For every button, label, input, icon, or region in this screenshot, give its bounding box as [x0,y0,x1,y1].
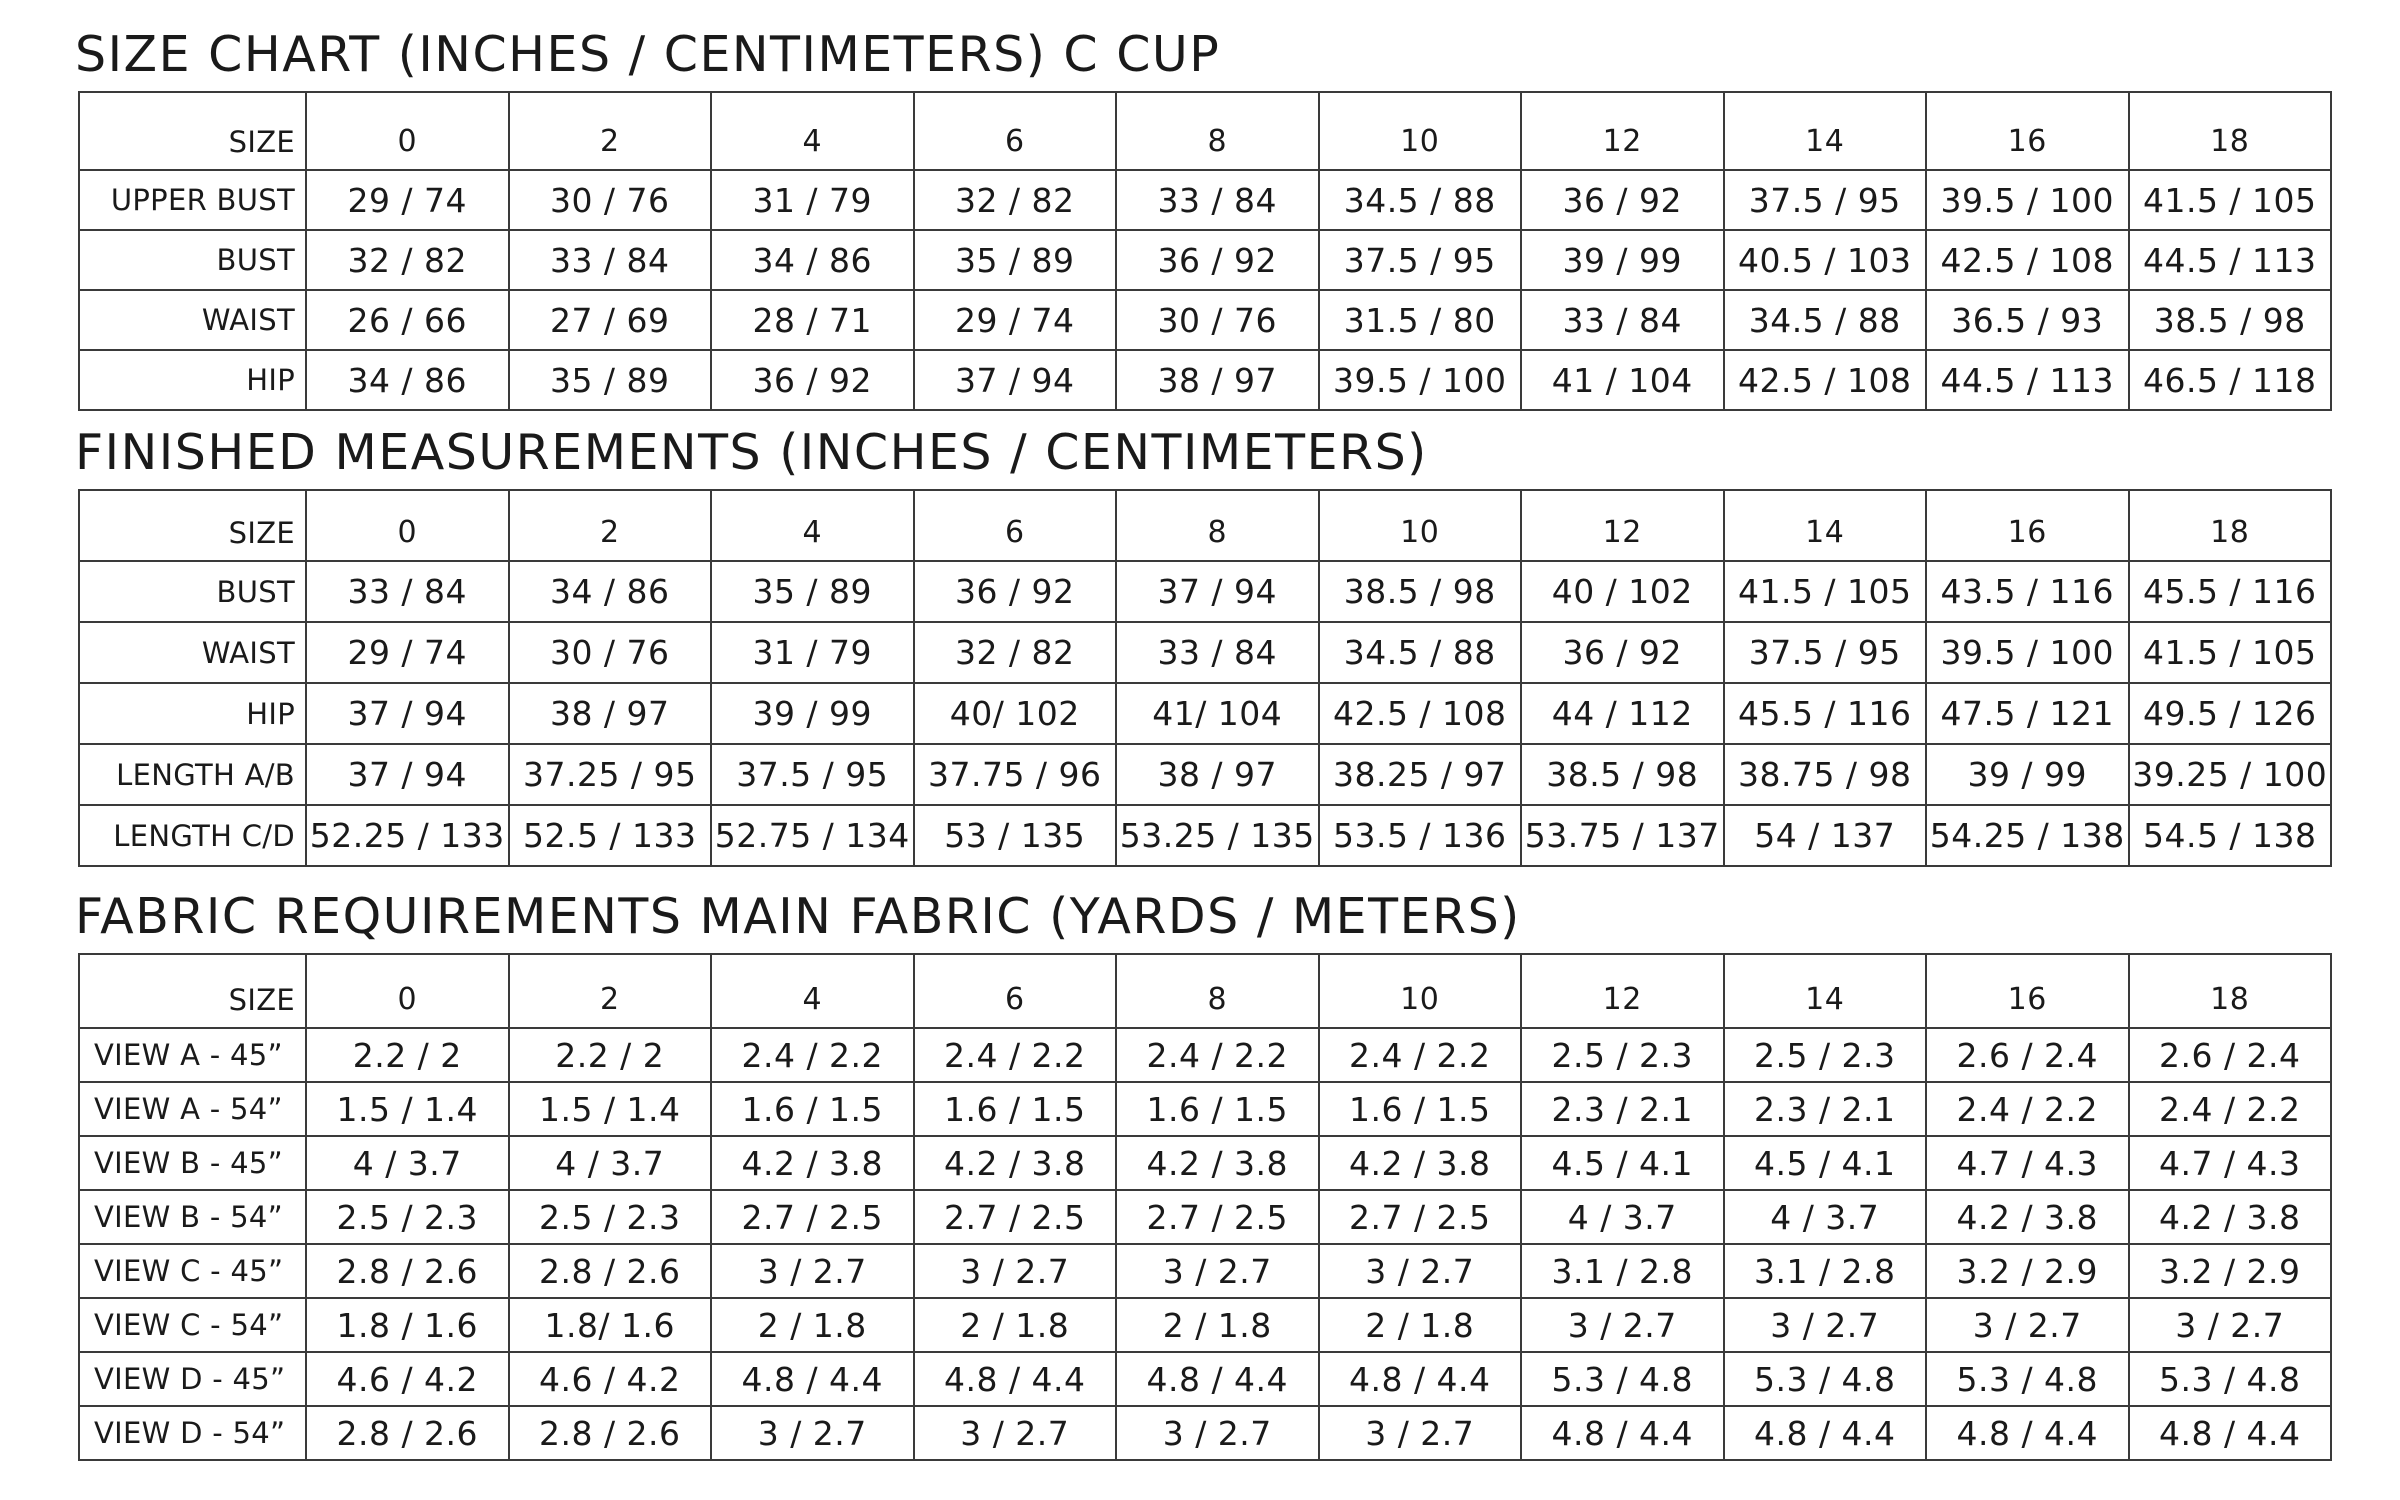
table-cell: 42.5 / 108 [1926,230,2129,290]
table-cell: 4.2 / 3.8 [914,1136,1117,1190]
size-header-cell: 14 [1724,92,1927,170]
row-label: UPPER BUST [79,170,306,230]
table-cell: 29 / 74 [306,622,509,683]
table-cell: 2.4 / 2.2 [914,1028,1117,1082]
row-label: VIEW D - 54” [79,1406,306,1460]
table-cell: 36 / 92 [711,350,914,410]
size-label: SIZE [79,92,306,170]
table-row [79,1352,2331,1406]
table-cell: 4.6 / 4.2 [509,1352,712,1406]
size-header-cell: 0 [306,954,509,1028]
row-label: HIP [79,683,306,744]
table-cell: 36 / 92 [914,561,1117,622]
table-cell: 3.1 / 2.8 [1521,1244,1724,1298]
size-header-cell: 2 [509,92,712,170]
table-cell: 2.3 / 2.1 [1521,1082,1724,1136]
size-header-cell: 10 [1319,954,1522,1028]
table-cell: 3 / 2.7 [914,1244,1117,1298]
table-cell: 39.5 / 100 [1926,170,2129,230]
size-header-cell: 2 [509,490,712,561]
table-cell: 2 / 1.8 [914,1298,1117,1352]
size-header-cell: 14 [1724,954,1927,1028]
table-cell: 2.8 / 2.6 [306,1244,509,1298]
size-header-cell: 14 [1724,490,1927,561]
row-label: LENGTH C/D [79,805,306,866]
size-header-cell: 18 [2129,92,2332,170]
table-cell: 38 / 97 [509,683,712,744]
size-header-cell: 16 [1926,92,2129,170]
table-cell: 40 / 102 [1521,561,1724,622]
table-row [79,290,2331,350]
table-cell: 45.5 / 116 [2129,561,2332,622]
table-cell: 34 / 86 [711,230,914,290]
table-cell: 41.5 / 105 [2129,622,2332,683]
table-cell: 3 / 2.7 [711,1406,914,1460]
size-header-cell: 4 [711,490,914,561]
finished-measurements-table [78,489,2332,867]
row-label: VIEW B - 54” [79,1190,306,1244]
table-cell: 3 / 2.7 [1319,1244,1522,1298]
table-row [79,170,2331,230]
table-cell: 4.8 / 4.4 [914,1352,1117,1406]
table-cell: 3.1 / 2.8 [1724,1244,1927,1298]
table-cell: 38 / 97 [1116,350,1319,410]
size-header-cell: 8 [1116,490,1319,561]
table-cell: 4.8 / 4.4 [1521,1406,1724,1460]
table-cell: 32 / 82 [306,230,509,290]
table-cell: 36 / 92 [1521,170,1724,230]
table-row [79,1244,2331,1298]
table-cell: 37.5 / 95 [711,744,914,805]
table-cell: 3 / 2.7 [1116,1244,1319,1298]
table-cell: 38 / 97 [1116,744,1319,805]
table-row [79,230,2331,290]
table-cell: 54.5 / 138 [2129,805,2332,866]
table-cell: 44.5 / 113 [1926,350,2129,410]
table-cell: 37.75 / 96 [914,744,1117,805]
table-cell: 37.5 / 95 [1319,230,1522,290]
table-cell: 36 / 92 [1521,622,1724,683]
table-cell: 2.3 / 2.1 [1724,1082,1927,1136]
table-cell: 38.75 / 98 [1724,744,1927,805]
table-cell: 2.8 / 2.6 [306,1406,509,1460]
table-cell: 35 / 89 [914,230,1117,290]
table-cell: 2.5 / 2.3 [1521,1028,1724,1082]
table-cell: 41.5 / 105 [2129,170,2332,230]
table-cell: 2.2 / 2 [306,1028,509,1082]
table-cell: 2.2 / 2 [509,1028,712,1082]
table-row [79,1298,2331,1352]
table-cell: 2.7 / 2.5 [914,1190,1117,1244]
table-cell: 4.5 / 4.1 [1724,1136,1927,1190]
table-cell: 4.2 / 3.8 [1926,1190,2129,1244]
table-cell: 4.6 / 4.2 [306,1352,509,1406]
table-cell: 2.6 / 2.4 [2129,1028,2332,1082]
table-cell: 39.5 / 100 [1926,622,2129,683]
size-header-cell: 10 [1319,490,1522,561]
table-cell: 4.2 / 3.8 [2129,1190,2332,1244]
table-cell: 33 / 84 [1116,170,1319,230]
size-header-cell: 12 [1521,92,1724,170]
table-cell: 41 / 104 [1521,350,1724,410]
table-cell: 30 / 76 [509,170,712,230]
finished-measurements-section [75,424,2332,867]
fabric-requirements-table [78,953,2332,1461]
row-label: BUST [79,230,306,290]
table-cell: 2.4 / 2.2 [1116,1028,1319,1082]
size-header-cell: 0 [306,92,509,170]
table-cell: 40/ 102 [914,683,1117,744]
table-cell: 44 / 112 [1521,683,1724,744]
row-label: VIEW C - 45” [79,1244,306,1298]
table-cell: 38.5 / 98 [1521,744,1724,805]
table-row [79,805,2331,866]
finished-measurements-title: FINISHED MEASUREMENTS (INCHES / CENTIMETERS) [75,424,1428,481]
table-cell: 3.2 / 2.9 [1926,1244,2129,1298]
table-row [79,350,2331,410]
table-cell: 53.75 / 137 [1521,805,1724,866]
size-header-cell: 0 [306,490,509,561]
table-cell: 4 / 3.7 [1724,1190,1927,1244]
table-cell: 2.7 / 2.5 [1116,1190,1319,1244]
size-chart-table [78,91,2332,411]
table-cell: 3 / 2.7 [1926,1298,2129,1352]
size-header-cell: 8 [1116,92,1319,170]
table-cell: 1.6 / 1.5 [1116,1082,1319,1136]
table-cell: 33 / 84 [1521,290,1724,350]
table-cell: 3 / 2.7 [914,1406,1117,1460]
table-cell: 3 / 2.7 [711,1244,914,1298]
table-cell: 39 / 99 [1926,744,2129,805]
table-cell: 38.5 / 98 [1319,561,1522,622]
table-cell: 39.25 / 100 [2129,744,2332,805]
table-row [79,744,2331,805]
table-cell: 34.5 / 88 [1319,170,1522,230]
fabric-requirements-section [75,888,2332,1461]
table-cell: 29 / 74 [914,290,1117,350]
row-label: VIEW A - 54” [79,1082,306,1136]
table-cell: 2.5 / 2.3 [306,1190,509,1244]
table-cell: 47.5 / 121 [1926,683,2129,744]
size-header-cell: 18 [2129,490,2332,561]
table-cell: 43.5 / 116 [1926,561,2129,622]
table-cell: 4.7 / 4.3 [1926,1136,2129,1190]
table-cell: 39 / 99 [1521,230,1724,290]
table-cell: 2.4 / 2.2 [1319,1028,1522,1082]
table-cell: 28 / 71 [711,290,914,350]
table-cell: 2.4 / 2.2 [2129,1082,2332,1136]
table-cell: 39.5 / 100 [1319,350,1522,410]
table-cell: 41.5 / 105 [1724,561,1927,622]
table-cell: 2.4 / 2.2 [711,1028,914,1082]
table-cell: 2.8 / 2.6 [509,1244,712,1298]
size-header-cell: 16 [1926,954,2129,1028]
size-header-cell: 6 [914,954,1117,1028]
table-cell: 37.5 / 95 [1724,622,1927,683]
table-cell: 3 / 2.7 [1521,1298,1724,1352]
table-cell: 2.6 / 2.4 [1926,1028,2129,1082]
table-cell: 45.5 / 116 [1724,683,1927,744]
table-cell: 37 / 94 [306,683,509,744]
table-cell: 44.5 / 113 [2129,230,2332,290]
table-cell: 46.5 / 118 [2129,350,2332,410]
table-cell: 38.5 / 98 [2129,290,2332,350]
table-cell: 4.8 / 4.4 [711,1352,914,1406]
table-cell: 34.5 / 88 [1724,290,1927,350]
size-label: SIZE [79,490,306,561]
size-header-cell: 4 [711,954,914,1028]
table-cell: 1.5 / 1.4 [306,1082,509,1136]
table-cell: 36.5 / 93 [1926,290,2129,350]
table-cell: 32 / 82 [914,170,1117,230]
table-cell: 38.25 / 97 [1319,744,1522,805]
size-header-cell: 2 [509,954,712,1028]
row-label: LENGTH A/B [79,744,306,805]
table-cell: 4.2 / 3.8 [1116,1136,1319,1190]
table-cell: 3.2 / 2.9 [2129,1244,2332,1298]
table-cell: 4.8 / 4.4 [1319,1352,1522,1406]
table-row [79,1028,2331,1082]
table-cell: 29 / 74 [306,170,509,230]
table-cell: 1.8 / 1.6 [306,1298,509,1352]
table-row [79,622,2331,683]
table-cell: 4 / 3.7 [1521,1190,1724,1244]
table-cell: 34.5 / 88 [1319,622,1522,683]
table-cell: 30 / 76 [1116,290,1319,350]
row-label: HIP [79,350,306,410]
table-cell: 5.3 / 4.8 [1521,1352,1724,1406]
table-cell: 52.75 / 134 [711,805,914,866]
size-chart-title: SIZE CHART (INCHES / CENTIMETERS) C CUP [75,26,1221,83]
row-label: BUST [79,561,306,622]
table-cell: 31 / 79 [711,622,914,683]
table-cell: 30 / 76 [509,622,712,683]
table-cell: 33 / 84 [509,230,712,290]
size-header-cell: 4 [711,92,914,170]
table-cell: 3 / 2.7 [1724,1298,1927,1352]
table-cell: 53 / 135 [914,805,1117,866]
table-cell: 1.6 / 1.5 [711,1082,914,1136]
table-cell: 52.5 / 133 [509,805,712,866]
table-cell: 53.5 / 136 [1319,805,1522,866]
table-cell: 35 / 89 [509,350,712,410]
table-cell: 4.8 / 4.4 [1926,1406,2129,1460]
table-cell: 41/ 104 [1116,683,1319,744]
table-cell: 4.2 / 3.8 [1319,1136,1522,1190]
row-label: VIEW A - 45” [79,1028,306,1082]
table-cell: 4.8 / 4.4 [1116,1352,1319,1406]
table-row [79,1190,2331,1244]
row-label: VIEW D - 45” [79,1352,306,1406]
table-cell: 37 / 94 [1116,561,1319,622]
table-cell: 40.5 / 103 [1724,230,1927,290]
table-cell: 34 / 86 [306,350,509,410]
table-cell: 5.3 / 4.8 [1724,1352,1927,1406]
table-cell: 2.4 / 2.2 [1926,1082,2129,1136]
table-cell: 4.8 / 4.4 [2129,1406,2332,1460]
table-cell: 3 / 2.7 [2129,1298,2332,1352]
table-cell: 52.25 / 133 [306,805,509,866]
size-header-cell: 6 [914,490,1117,561]
table-cell: 33 / 84 [306,561,509,622]
table-cell: 36 / 92 [1116,230,1319,290]
table-cell: 3 / 2.7 [1116,1406,1319,1460]
table-cell: 33 / 84 [1116,622,1319,683]
table-cell: 2 / 1.8 [1319,1298,1522,1352]
row-label: WAIST [79,290,306,350]
table-cell: 1.8/ 1.6 [509,1298,712,1352]
table-row [79,1082,2331,1136]
table-cell: 4.2 / 3.8 [711,1136,914,1190]
table-cell: 42.5 / 108 [1724,350,1927,410]
table-cell: 2 / 1.8 [711,1298,914,1352]
fabric-requirements-title: FABRIC REQUIREMENTS MAIN FABRIC (YARDS / METERS) [75,888,1521,945]
table-cell: 32 / 82 [914,622,1117,683]
table-cell: 3 / 2.7 [1319,1406,1522,1460]
table-cell: 2.5 / 2.3 [509,1190,712,1244]
row-label: VIEW C - 54” [79,1298,306,1352]
table-cell: 31 / 79 [711,170,914,230]
table-row [79,1406,2331,1460]
size-header-row [79,490,2331,561]
size-header-cell: 8 [1116,954,1319,1028]
table-cell: 1.5 / 1.4 [509,1082,712,1136]
size-header-cell: 10 [1319,92,1522,170]
table-cell: 4 / 3.7 [509,1136,712,1190]
table-cell: 2.7 / 2.5 [711,1190,914,1244]
table-cell: 2 / 1.8 [1116,1298,1319,1352]
size-header-row [79,954,2331,1028]
table-cell: 35 / 89 [711,561,914,622]
table-cell: 42.5 / 108 [1319,683,1522,744]
size-header-cell: 12 [1521,490,1724,561]
table-cell: 4 / 3.7 [306,1136,509,1190]
table-cell: 37.5 / 95 [1724,170,1927,230]
table-cell: 5.3 / 4.8 [1926,1352,2129,1406]
row-label: WAIST [79,622,306,683]
table-row [79,1136,2331,1190]
table-cell: 27 / 69 [509,290,712,350]
table-cell: 5.3 / 4.8 [2129,1352,2332,1406]
table-cell: 54.25 / 138 [1926,805,2129,866]
table-row [79,683,2331,744]
size-header-cell: 12 [1521,954,1724,1028]
table-cell: 4.5 / 4.1 [1521,1136,1724,1190]
table-cell: 1.6 / 1.5 [1319,1082,1522,1136]
table-cell: 37 / 94 [914,350,1117,410]
table-cell: 4.8 / 4.4 [1724,1406,1927,1460]
table-cell: 4.7 / 4.3 [2129,1136,2332,1190]
row-label: VIEW B - 45” [79,1136,306,1190]
table-cell: 37 / 94 [306,744,509,805]
table-cell: 2.8 / 2.6 [509,1406,712,1460]
table-cell: 26 / 66 [306,290,509,350]
table-row [79,561,2331,622]
table-cell: 1.6 / 1.5 [914,1082,1117,1136]
size-header-cell: 18 [2129,954,2332,1028]
size-header-cell: 6 [914,92,1117,170]
size-header-cell: 16 [1926,490,2129,561]
table-cell: 34 / 86 [509,561,712,622]
size-chart-section [75,26,2332,411]
size-label: SIZE [79,954,306,1028]
table-cell: 31.5 / 80 [1319,290,1522,350]
table-cell: 54 / 137 [1724,805,1927,866]
table-cell: 39 / 99 [711,683,914,744]
table-cell: 49.5 / 126 [2129,683,2332,744]
table-cell: 2.5 / 2.3 [1724,1028,1927,1082]
table-cell: 53.25 / 135 [1116,805,1319,866]
size-header-row [79,92,2331,170]
table-cell: 37.25 / 95 [509,744,712,805]
table-cell: 2.7 / 2.5 [1319,1190,1522,1244]
